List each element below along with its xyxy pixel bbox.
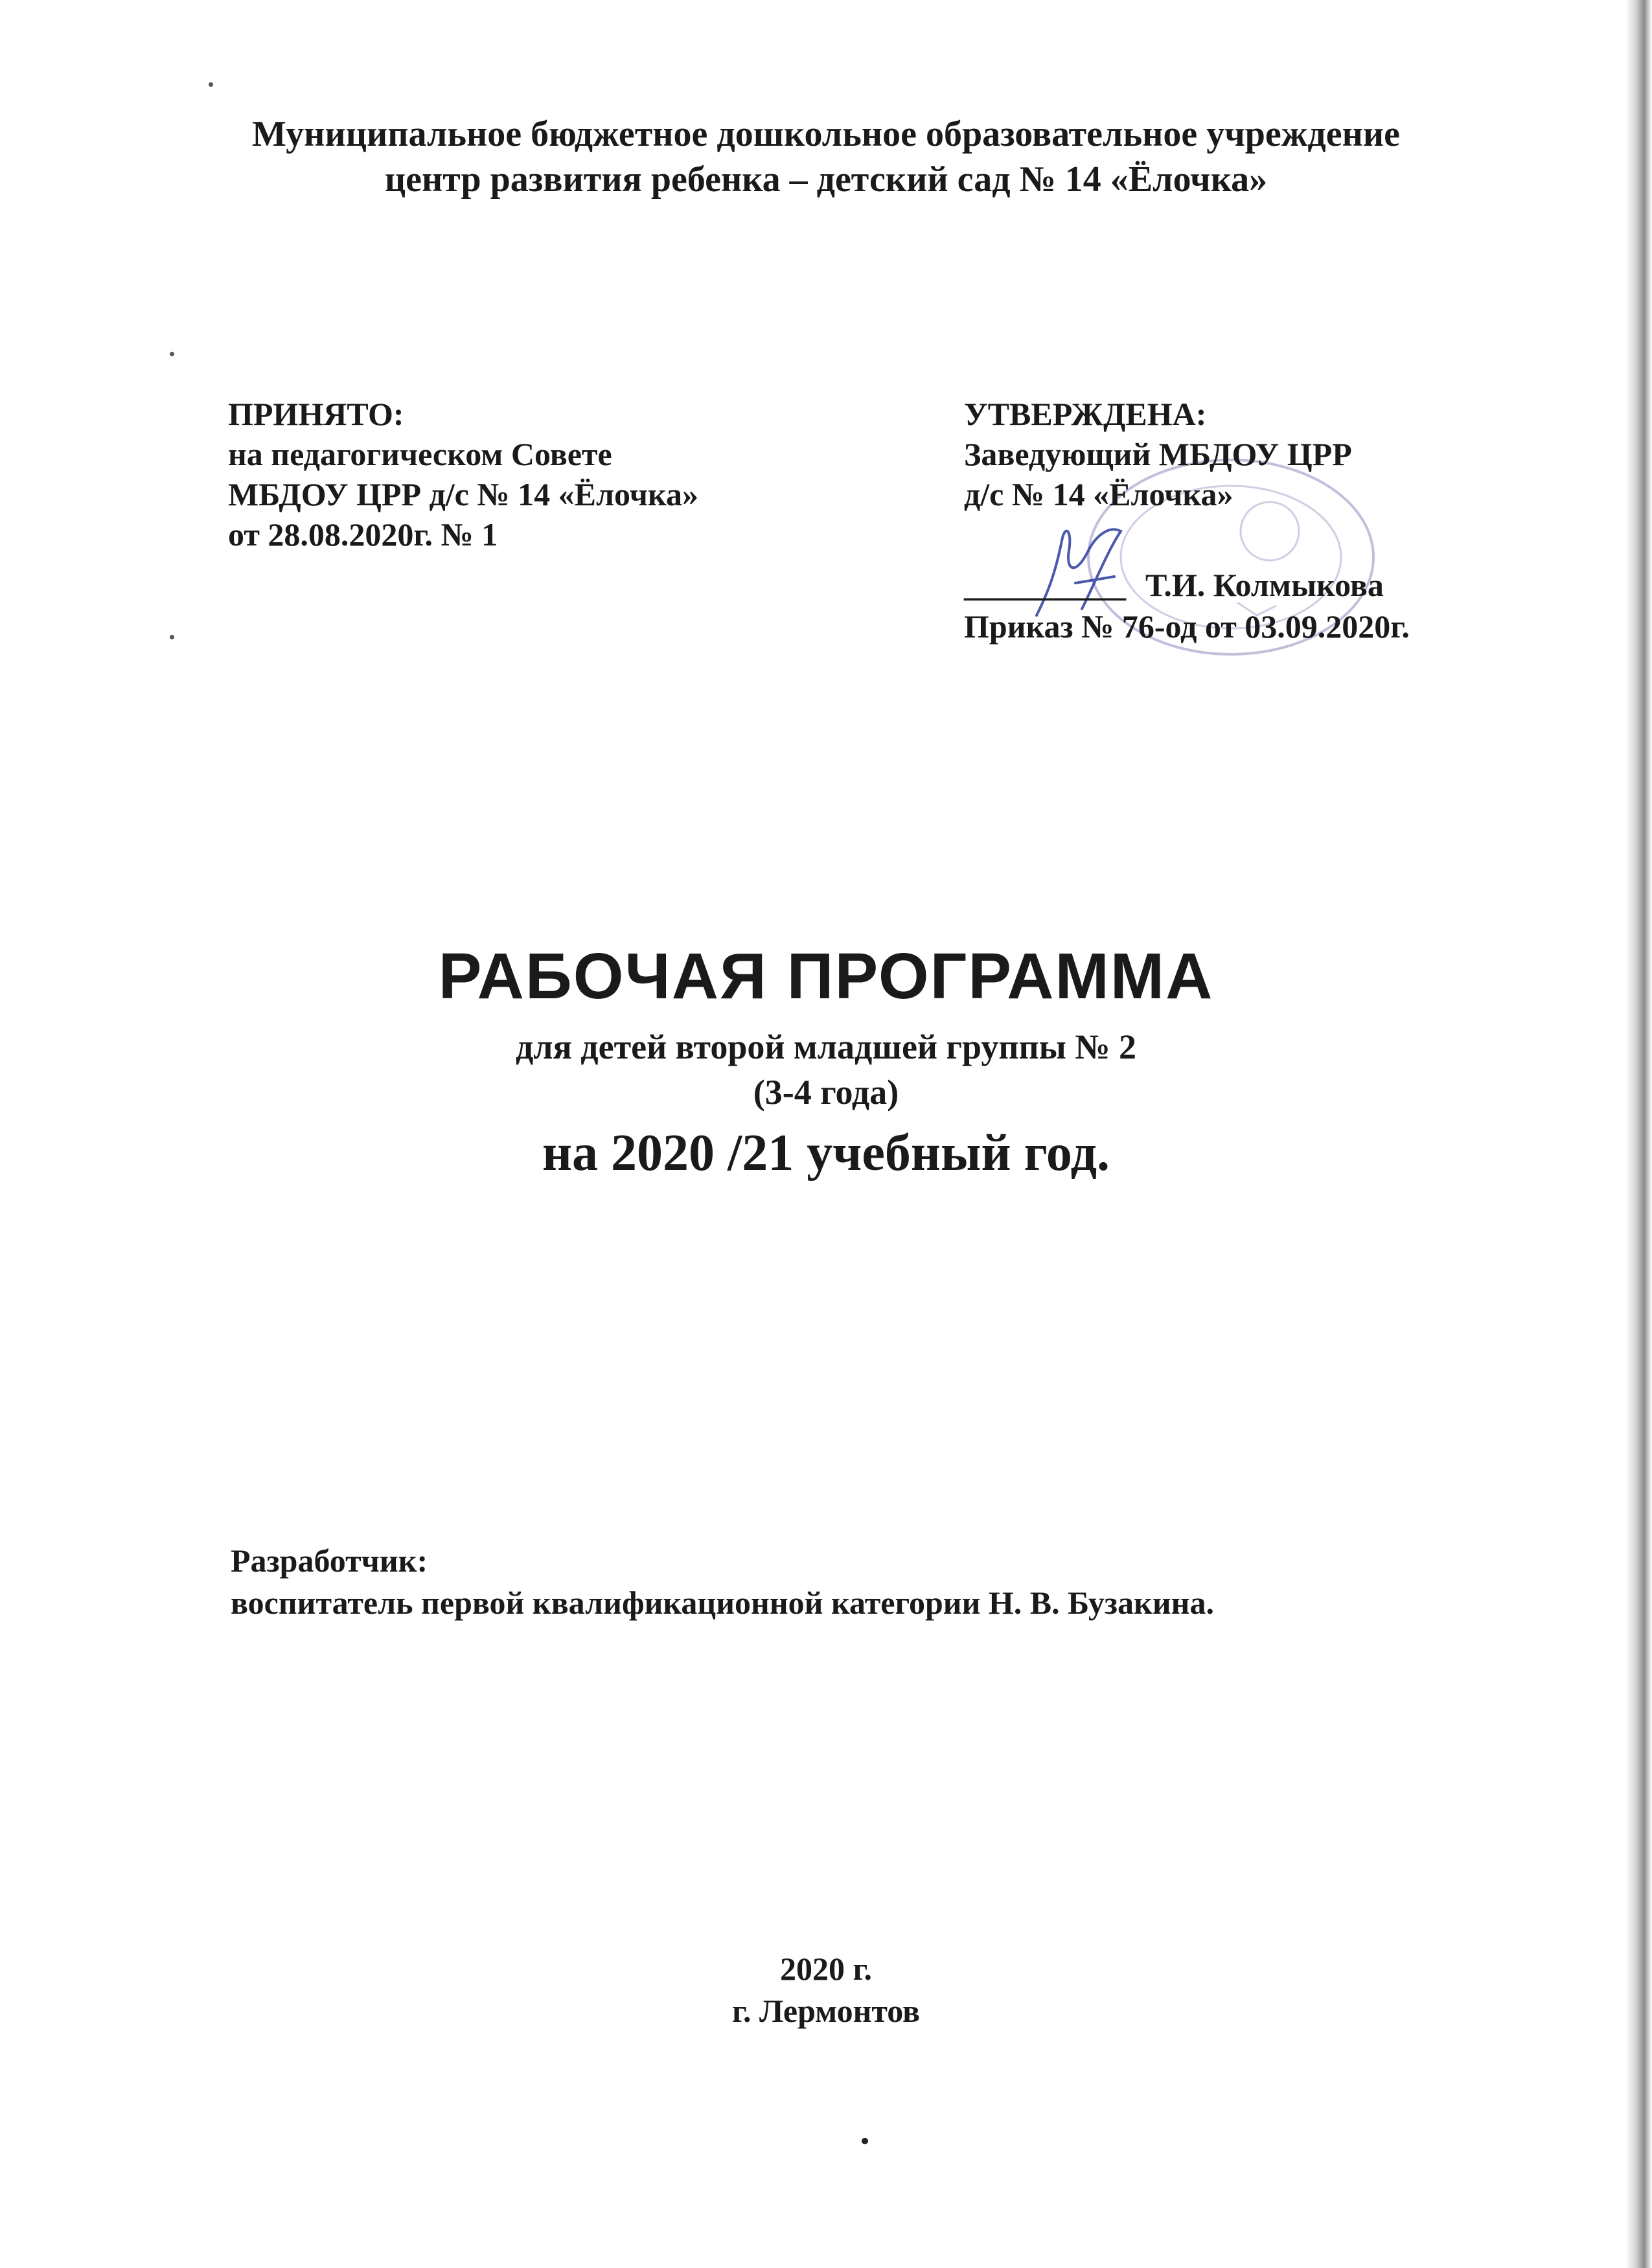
accepted-line-2: МБДОУ ЦРР д/с № 14 «Ёлочка» (228, 476, 698, 512)
document-subtitle-group: для детей второй младшей группы № 2 (515, 1027, 1137, 1066)
developer-text: воспитатель первой квалификационной категории Н. В. Бузакина. (231, 1585, 1214, 1621)
signature-line: __________ (964, 567, 1126, 603)
document-subtitle-age: (3-4 года) (753, 1073, 899, 1112)
institution-name-line-2: центр развития ребенка – детский сад № 14 «Ёлочка» (384, 159, 1268, 200)
scan-speck (170, 352, 174, 356)
signer-name: Т.И. Колмыкова (1145, 567, 1384, 603)
approved-line-1: Заведующий МБДОУ ЦРР (964, 436, 1352, 472)
footer-year: 2020 г. (779, 1951, 873, 1987)
approved-heading: УТВЕРЖДЕНА: (964, 396, 1207, 432)
accepted-line-1: на педагогическом Совете (228, 436, 612, 472)
approved-line-2: д/с № 14 «Ёлочка» (964, 476, 1233, 512)
accepted-line-3: от 28.08.2020г. № 1 (228, 516, 498, 553)
developer-label: Разработчик: (231, 1542, 428, 1579)
scan-speck (170, 635, 174, 639)
approval-order: Приказ № 76-од от 03.09.2020г. (964, 608, 1410, 645)
scan-speck (862, 2138, 868, 2144)
institution-name-line-1: Муниципальное бюджетное дошкольное образовательное учреждение (252, 114, 1400, 154)
document-subtitle-year: на 2020 /21 учебный год. (542, 1125, 1110, 1182)
scan-speck (209, 82, 213, 87)
footer-city: г. Лермонтов (731, 1993, 921, 2029)
document-title: РАБОЧАЯ ПРОГРАММА (438, 940, 1214, 1013)
accepted-heading: ПРИНЯТО: (228, 396, 404, 432)
